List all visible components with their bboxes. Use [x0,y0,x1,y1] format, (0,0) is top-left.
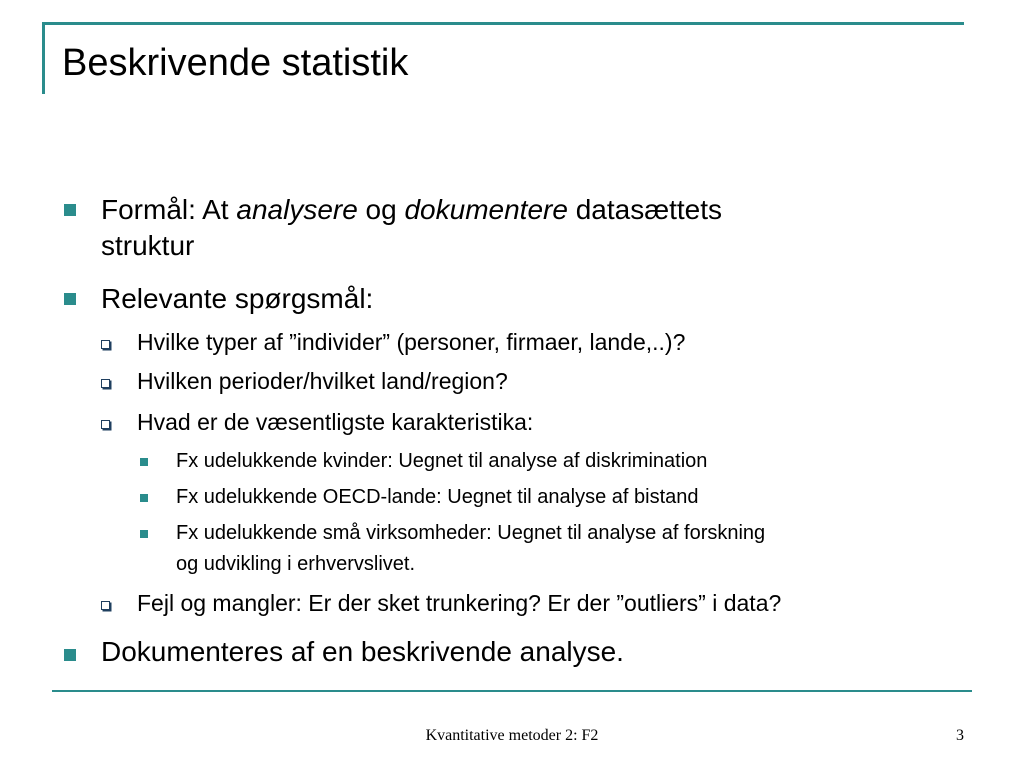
sub-bullet-errors: Fejl og mangler: Er der sket trunkering? Er der ”outliers” i data? [137,590,782,616]
bullet-documented: Dokumenteres af en beskrivende analyse. [101,636,624,667]
sub-bullet-period-region: Hvilken perioder/hvilket land/region? [137,368,508,394]
sub-bullet-characteristics: Hvad er de væsentligste karakteristika: [137,409,534,435]
bullet-square-icon [64,204,76,216]
bullet-hollow-square-icon [101,340,110,349]
page-number: 3 [956,727,964,744]
bullet-small-square-icon [140,458,148,466]
bullet-purpose-line2: struktur [101,230,195,261]
sub-sub-bullet-small-firms: Fx udelukkende små virksomheder: Uegnet til analyse af forskning [176,522,766,544]
footer-rule [52,690,972,692]
slide-title: Beskrivende statistik [62,42,409,84]
bullet-hollow-square-icon [101,420,110,429]
sub-sub-bullet-small-firms-line2: og udvikling i erhvervslivet. [176,553,415,575]
bullet-small-square-icon [140,530,148,538]
bullet-small-square-icon [140,494,148,502]
sub-sub-bullet-oecd: Fx udelukkende OECD-lande: Uegnet til analyse af bistand [176,486,699,508]
sub-sub-bullet-women: Fx udelukkende kvinder: Uegnet til analyse af diskrimination [176,450,708,472]
bullet-square-icon [64,293,76,305]
bullet-purpose: Formål: At analysere og dokumentere datasættets [101,194,723,225]
bullet-hollow-square-icon [101,601,110,610]
sub-bullet-individuals: Hvilke typer af ”individer” (personer, firmaer, lande,..)? [137,329,686,355]
bullet-relevant-questions: Relevante spørgsmål: [101,283,374,314]
bullet-square-icon [64,649,76,661]
title-rule-vertical [42,22,45,94]
footer-course-title: Kvantitative metoder 2: F2 [425,727,599,744]
title-rule-horizontal [42,22,964,25]
bullet-hollow-square-icon [101,379,110,388]
